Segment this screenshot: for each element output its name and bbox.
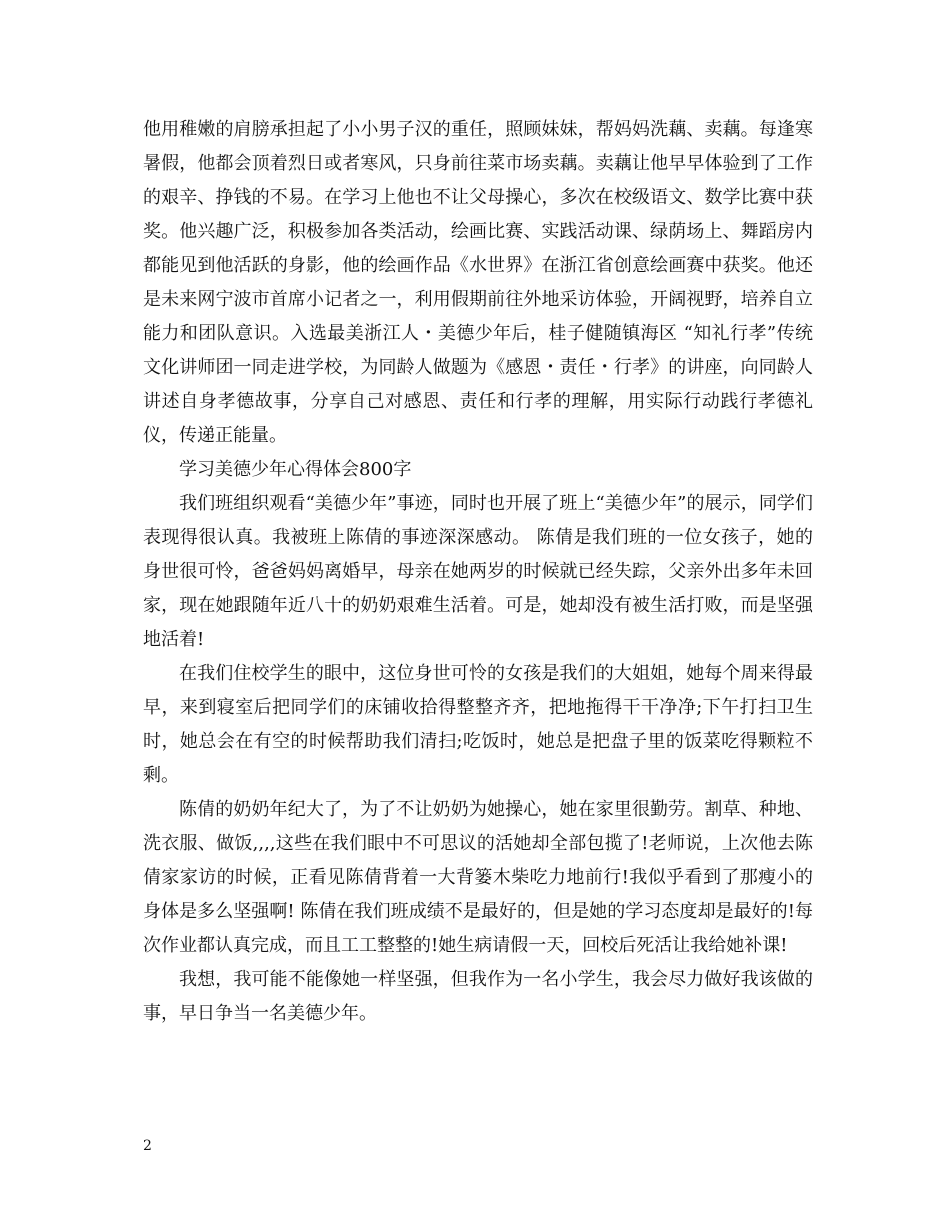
paragraph-dorm: 在我们住校学生的眼中，这位身世可怜的女孩是我们的大姐姐，她每个周来得最早，来到寝室后把同学们的床铺收拾得整整齐齐，把地拖得干干净净;下午打扫卫生时，她总会在有空的时候帮助我们清扫;吃饭时，她总是把盘子里的饭菜吃得颗粒不剩。 xyxy=(143,663,813,786)
paragraph-intro: 我们班组织观看“美德少年”事迹，同时也开展了班上“美德少年”的展示，同学们表现得很认真。我被班上陈倩的事迹深深感动。 陈倩是我们班的一位女孩子，她的身世很可怜，爸爸妈妈离婚早，母亲在她两岁的时候就已经失踪，父亲外出多年未回家，现在她跟随年近八十的奶奶艰难生活着。可是，她却没有被生活打败，而是坚强地活着! xyxy=(143,493,813,650)
paragraph-continuation: 他用稚嫩的肩膀承担起了小小男子汉的重任，照顾妹妹，帮妈妈洗藕、卖藕。每逢寒暑假，他都会顶着烈日或者寒风，只身前往菜市场卖藕。卖藕让他早早体验到了工作的艰辛、挣钱的不易。在学习上他也不让父母操心，多次在校级语文、数学比赛中获奖。他兴趣广泛，积极参加各类活动，绘画比赛、实践活动课、绿荫场上、舞蹈房内都能见到他活跃的身影，他的绘画作品《水世界》在浙江省创意绘画赛中获奖。他还是未来网宁波市首席小记者之一，利用假期前往外地采访体验，开阔视野，培养自立能力和团队意识。入选最美浙江人・美德少年后，桂子健随镇海区 “知礼行孝”传统文化讲师团一同走进学校，为同龄人做题为《感恩・责任・行孝》的讲座，向同龄人讲述自身孝德故事，分享自己对感恩、责任和行孝的理解，用实际行动践行孝德礼仪，传递正能量。 xyxy=(143,119,813,446)
document-body xyxy=(143,113,813,1031)
paragraph-grandmother: 陈倩的奶奶年纪大了，为了不让奶奶为她操心，她在家里很勤劳。割草、种地、洗衣服、做饭,,,,这些在我们眼中不可思议的活她却全部包揽了!老师说，上次他去陈倩家家访的时候，正看见陈倩背着一大背篓木柴吃力地前行!我似乎看到了那瘦小的身体是多么坚强啊! 陈倩在我们班成绩不是最好的，但是她的学习态度却是最好的!每次作业都认真完成，而且工工整整的!她生病请假一天，回校后死活让我给她补课! xyxy=(143,799,813,956)
section-heading: 学习美德少年心得体会800字 xyxy=(179,459,412,480)
paragraph-conclusion: 我想，我可能不能像她一样坚强，但我作为一名小学生，我会尽力做好我该做的事，早日争当一名美德少年。 xyxy=(143,969,813,1024)
page-number: 2 xyxy=(143,1138,152,1154)
